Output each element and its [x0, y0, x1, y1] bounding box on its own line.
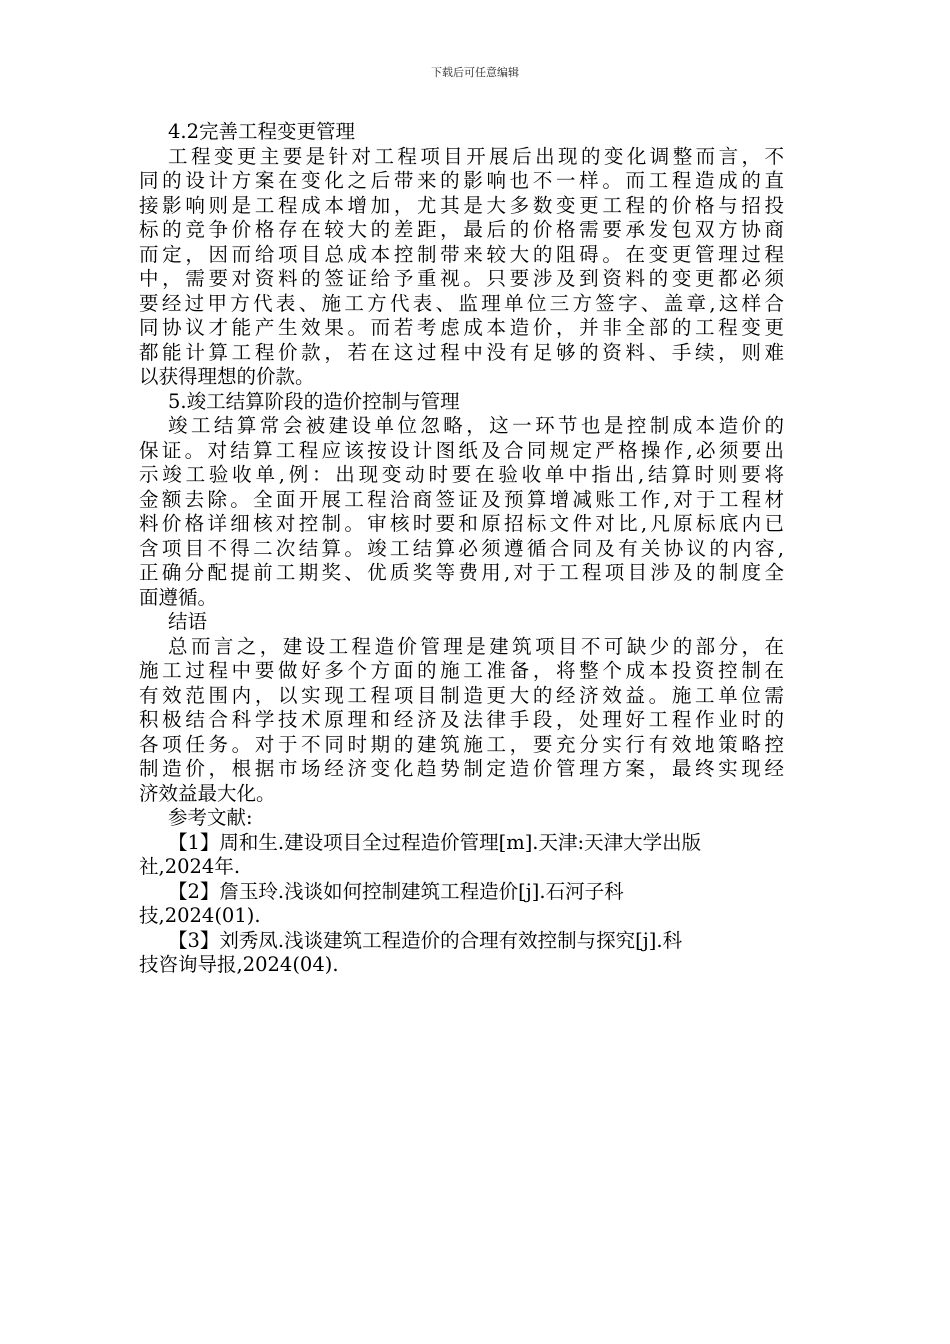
text-line: 【3】刘秀凤.浅谈建筑工程造价的合理有效控制与探究[j].科 — [168, 928, 683, 952]
text-line: 参考文献: — [168, 806, 253, 829]
text-line: 接影响则是工程成本增加，尤其是大多数变更工程的价格与招投 — [139, 193, 784, 217]
text-line: 【2】詹玉玲.浅谈如何控制建筑工程造价[j].石河子科 — [168, 879, 624, 903]
text-line: 保证。对结算工程应该按设计图纸及合同规定严格操作,必须要出 — [139, 438, 784, 462]
text-line: 竣工结算常会被建设单位忽略，这一环节也是控制成本造价的 — [168, 414, 784, 437]
text-line: 技,2024(01). — [139, 904, 261, 927]
text-line: 金额去除。全面开展工程洽商签证及预算增减账工作,对于工程材 — [139, 487, 784, 511]
text-line: 各项任务。对于不同时期的建筑施工，要充分实行有效地策略控 — [139, 732, 784, 756]
text-line: 4.2完善工程变更管理 — [168, 120, 356, 143]
text-line: 有效范围内，以实现工程项目制造更大的经济效益。施工单位需 — [139, 683, 784, 707]
text-line: 含项目不得二次结算。竣工结算必须遵循合同及有关协议的内容, — [139, 536, 784, 560]
text-line: 同的设计方案在变化之后带来的影响也不一样。而工程造成的直 — [139, 169, 784, 192]
text-line: 济效益最大化。 — [139, 781, 276, 805]
text-line: 标的竞争价格存在较大的差距，最后的价格需要承发包双方协商 — [139, 218, 784, 241]
text-line: 【1】周和生.建设项目全过程造价管理[m].天津:天津大学出版 — [168, 830, 702, 854]
document-body — [139, 120, 784, 978]
page-header: 下载后可任意编辑 — [431, 66, 519, 79]
text-line: 中，需要对资料的签证给予重视。只要涉及到资料的变更都必须 — [139, 267, 784, 290]
text-line: 同协议才能产生效果。而若考虑成本造价，并非全部的工程变更 — [139, 316, 784, 339]
text-line: 社,2024年. — [139, 855, 241, 878]
text-line: 面遵循。 — [139, 585, 218, 609]
text-line: 工程变更主要是针对工程项目开展后出现的变化调整而言，不 — [168, 144, 784, 168]
text-line: 5.竣工结算阶段的造价控制与管理 — [168, 389, 460, 413]
text-line: 示竣工验收单,例：出现变动时要在验收单中指出,结算时则要将 — [139, 463, 784, 486]
text-line: 结语 — [168, 610, 208, 633]
text-line: 制造价，根据市场经济变化趋势制定造价管理方案，最终实现经 — [139, 757, 784, 780]
text-line: 要经过甲方代表、施工方代表、监理单位三方签字、盖章,这样合 — [139, 291, 784, 315]
text-line: 技咨询导报,2024(04). — [139, 953, 339, 976]
text-line: 都能计算工程价款，若在这过程中没有足够的资料、手续，则难 — [139, 340, 784, 364]
text-line: 正确分配提前工期奖、优质奖等费用,对于工程项目涉及的制度全 — [139, 561, 784, 584]
text-line: 积极结合科学技术原理和经济及法律手段，处理好工程作业时的 — [139, 708, 784, 731]
text-line: 而定，因而给项目总成本控制带来较大的阻碍。在变更管理过程 — [139, 242, 784, 266]
text-line: 以获得理想的价款。 — [139, 365, 315, 388]
text-line: 施工过程中要做好多个方面的施工准备，将整个成本投资控制在 — [139, 659, 784, 682]
text-line: 料价格详细核对控制。审核时要和原招标文件对比,凡原标底内已 — [139, 512, 784, 535]
text-line: 总而言之，建设工程造价管理是建筑项目不可缺少的部分，在 — [168, 634, 784, 658]
